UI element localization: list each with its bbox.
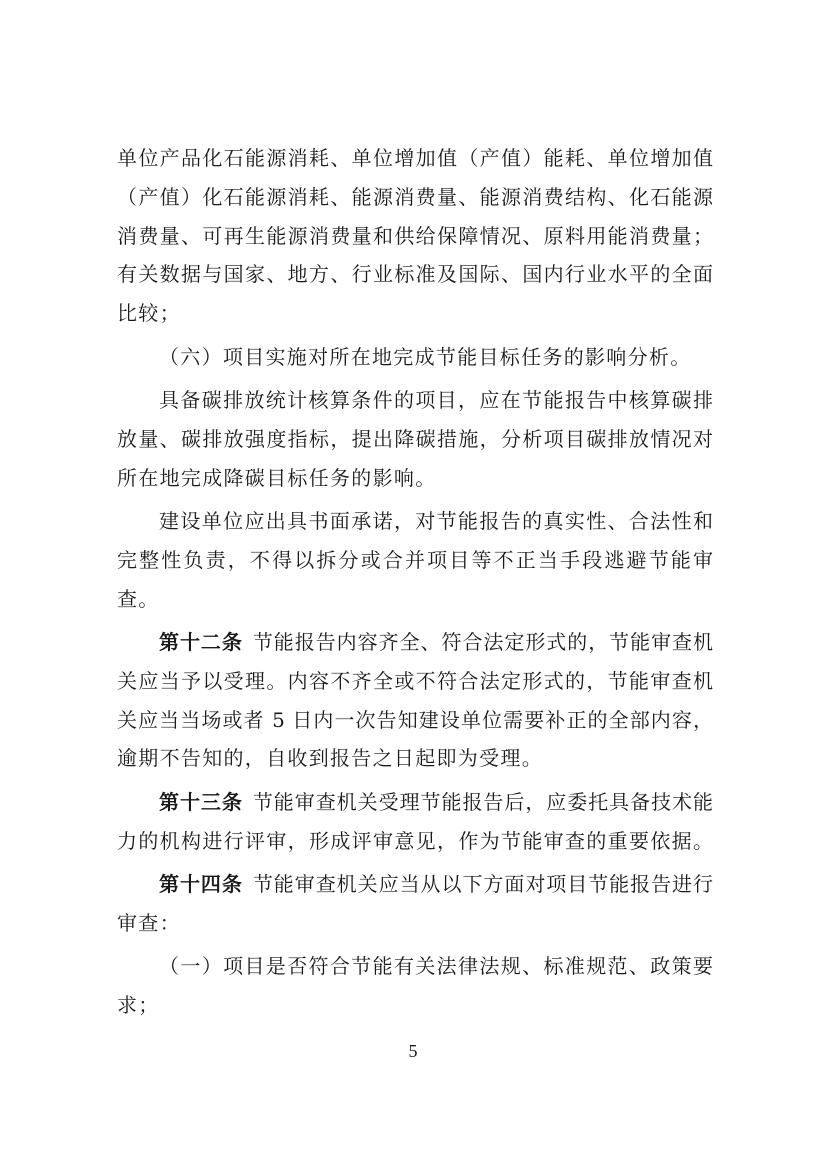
page-number: 5	[408, 1041, 418, 1061]
body-line: 求；	[117, 992, 160, 1017]
paragraph	[117, 338, 713, 377]
body-line: 放量、碳排放强度指标，提出降碳措施，分析项目碳排放情况对	[117, 426, 713, 451]
article-heading: 第十四条	[159, 871, 243, 896]
paragraph	[117, 139, 713, 333]
body-line: 完整性负责，不得以拆分或合并项目等不正当手段逃避节能审	[117, 547, 713, 572]
body-line: 关应当予以受理。内容不齐全或不符合法定形式的，节能审查机	[117, 668, 713, 693]
body-line: 具备碳排放统计核算条件的项目，应在节能报告中核算碳排	[159, 387, 713, 412]
article-text: 节能报告内容齐全、符合法定形式的，节能审查机	[252, 629, 714, 654]
body-line: （六）项目实施对所在地完成节能目标任务的影响分析。	[159, 344, 692, 369]
article-13	[117, 783, 713, 861]
paragraph	[117, 502, 713, 618]
article-14	[117, 865, 713, 943]
body-line: 单位产品化石能源消耗、单位增加值（产值）能耗、单位增加值	[117, 146, 713, 170]
body-line: 逾期不告知的，自收到报告之日起即为受理。	[117, 746, 543, 771]
article-heading: 第十三条	[159, 789, 243, 814]
article-text: 节能审查机关受理节能报告后，应委托具备技术能	[252, 789, 714, 814]
body-line	[117, 783, 713, 822]
article-12	[117, 623, 713, 778]
body-line: 建设单位应出具书面承诺，对节能报告的真实性、合法性和	[159, 508, 713, 533]
paragraph	[117, 947, 713, 1025]
paragraph	[117, 381, 713, 497]
body-line: 所在地完成降碳目标任务的影响。	[117, 465, 437, 490]
document-body	[117, 139, 713, 1029]
body-line: 查。	[117, 586, 160, 611]
body-line: （一）项目是否符合节能有关法律法规、标准规范、政策要	[159, 954, 713, 979]
body-line: 审查：	[117, 910, 181, 935]
body-line	[117, 865, 713, 904]
body-line: 消费量、可再生能源消费量和供给保障情况、原料用能消费量；	[117, 223, 713, 248]
body-line	[117, 623, 713, 662]
body-line: （产值）化石能源消耗、能源消费量、能源消费结构、化石能源	[117, 184, 713, 209]
body-line: 关应当当场或者 5 日内一次告知建设单位需要补正的全部内容，	[117, 707, 713, 732]
body-line: 比较；	[117, 301, 181, 326]
article-heading: 第十二条	[159, 629, 243, 654]
article-text: 节能审查机关应当从以下方面对项目节能报告进行	[252, 871, 714, 896]
body-line: 力的机构进行评审，形成评审意见，作为节能审查的重要依据。	[117, 828, 713, 853]
body-line: 有关数据与国家、地方、行业标准及国际、国内行业水平的全面	[117, 262, 713, 287]
